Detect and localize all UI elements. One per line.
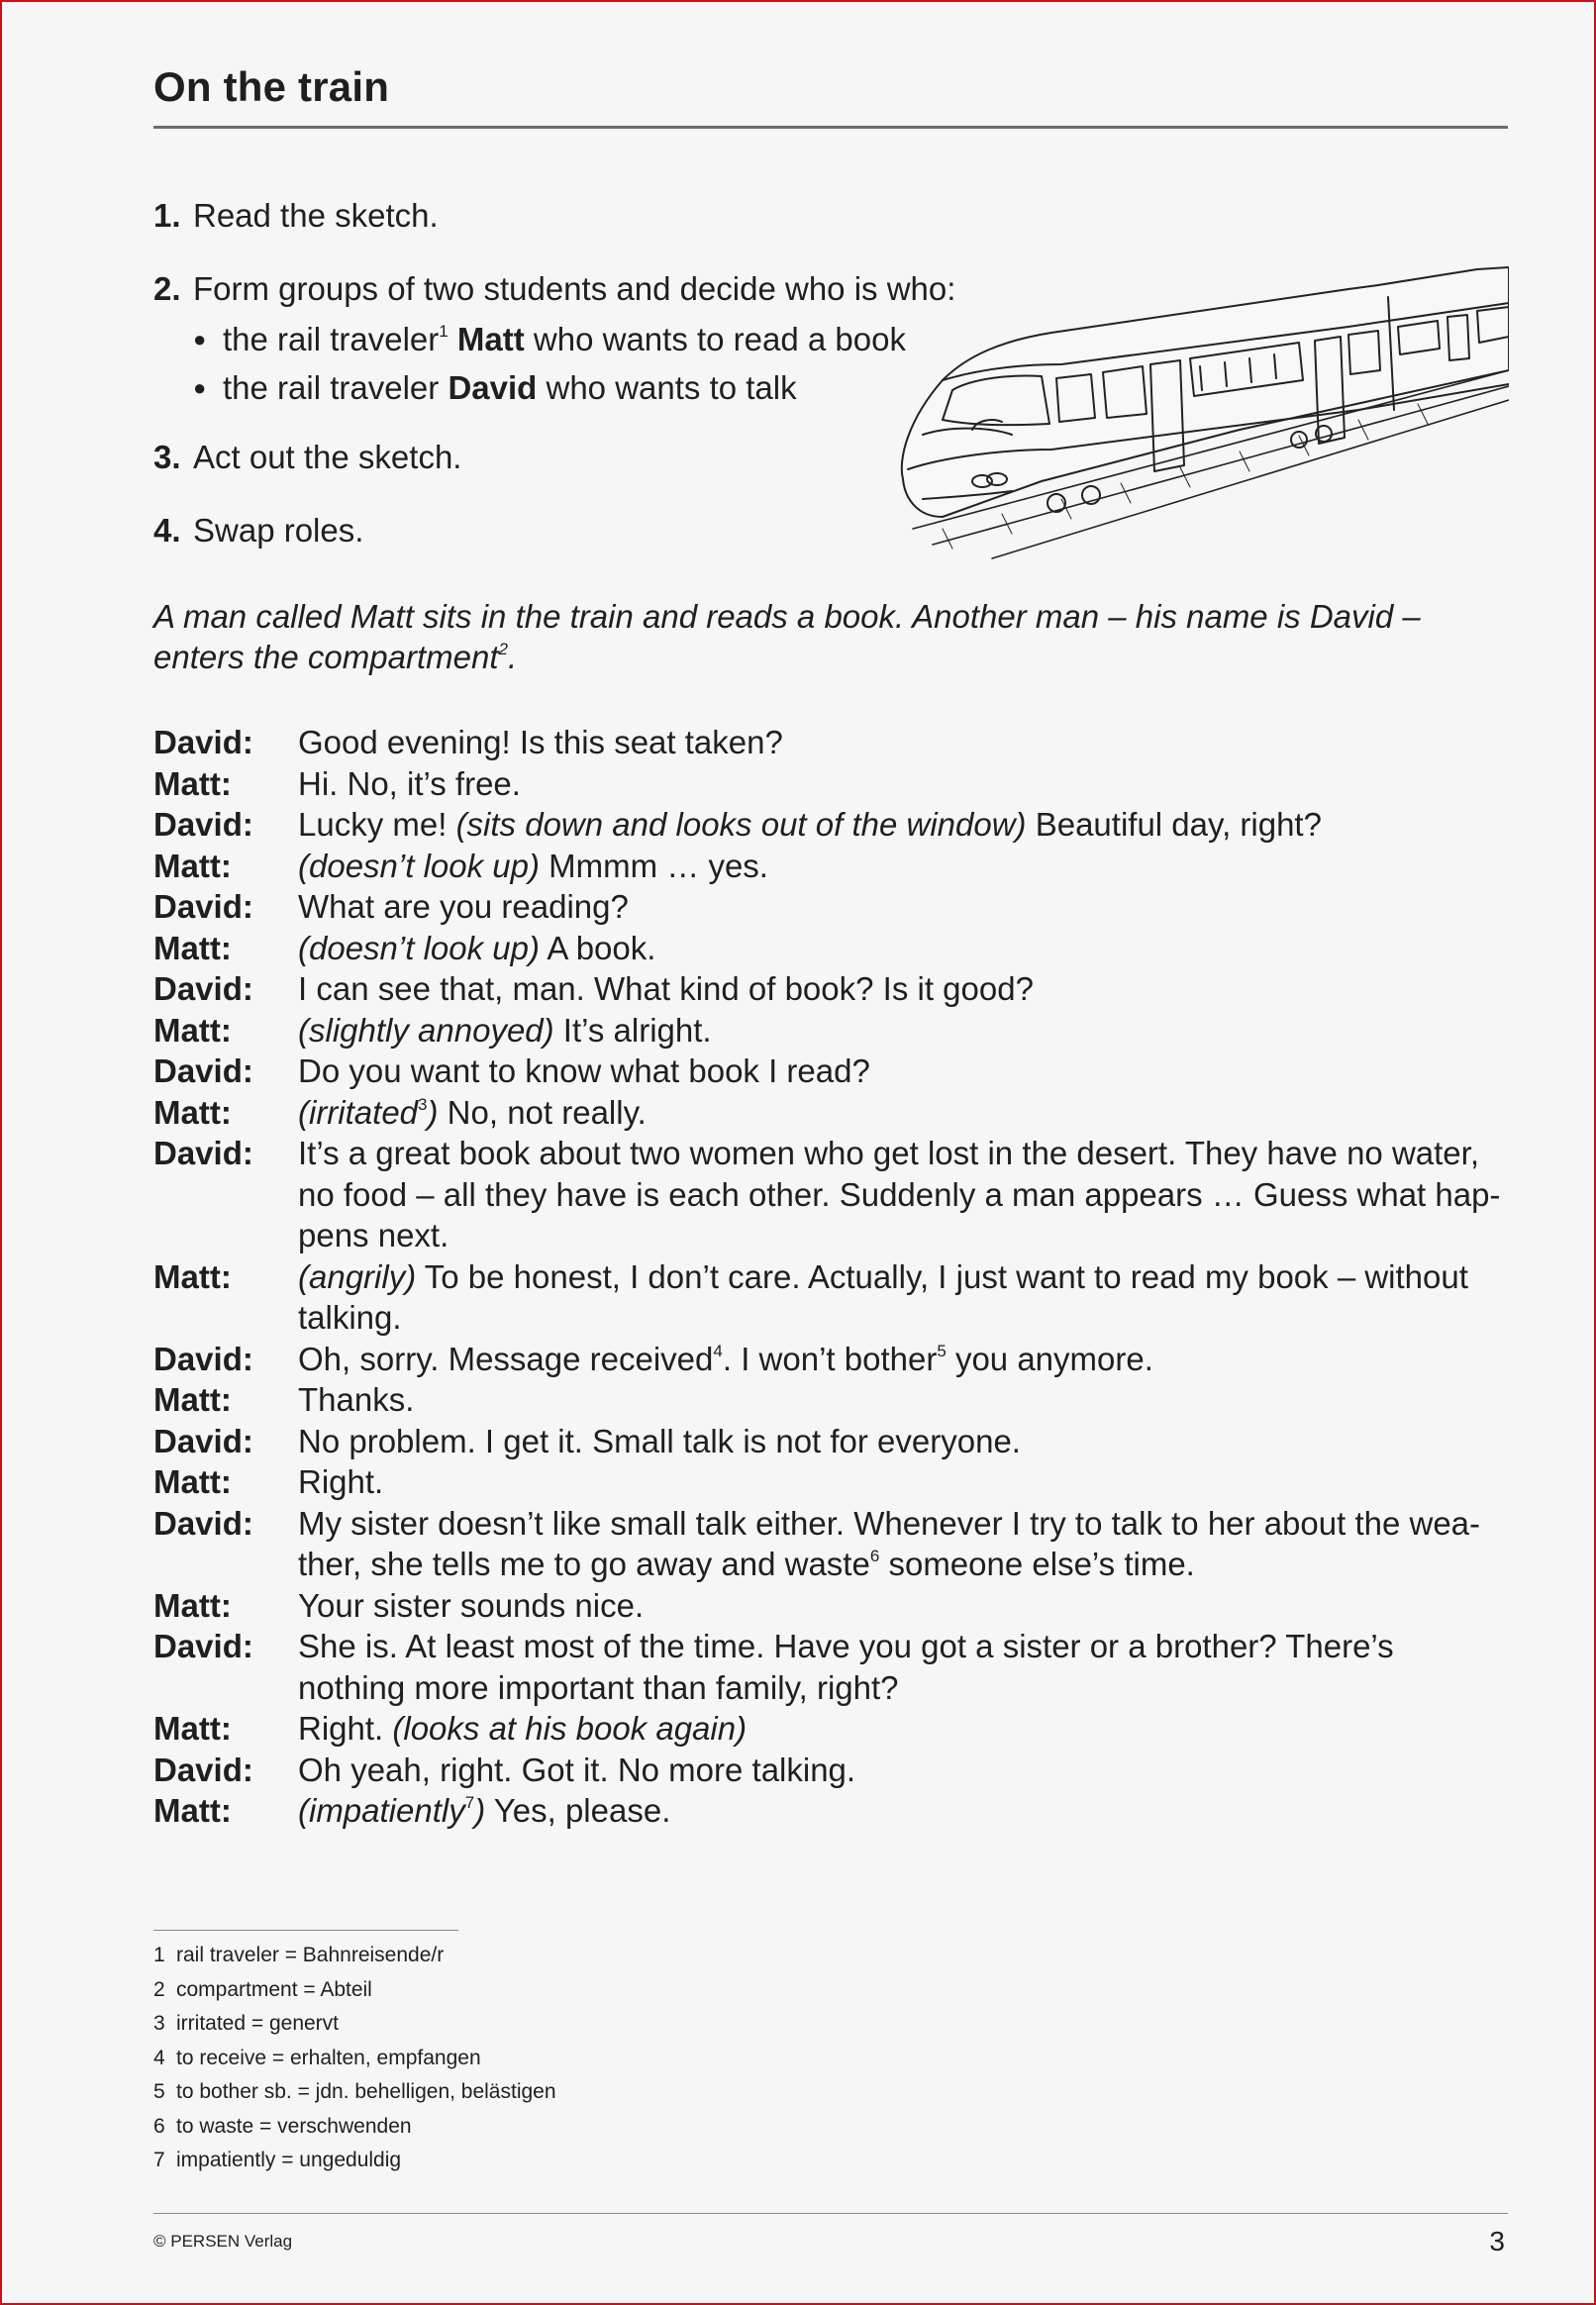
footnote-text: to bother sb. = jdn. behelligen, belästigen [176, 2080, 556, 2103]
footnote-number: 6 [153, 2114, 165, 2138]
footnote-number: 1 [153, 1944, 165, 1966]
footnote-ref: 1 [439, 322, 449, 341]
stage-direction: (irritated [298, 1093, 419, 1131]
role-text: who wants to read a book [533, 321, 906, 357]
task-text: Swap roles. [193, 512, 364, 549]
task-text: Read the sketch. [193, 197, 439, 234]
speech-part: Beautiful day, right? [1026, 806, 1322, 843]
bullet-icon: ● [193, 327, 207, 351]
dialogue [153, 722, 1510, 1832]
stage-direction: (slightly annoyed) [298, 1011, 554, 1049]
role-item [193, 363, 955, 412]
speech-text [298, 1256, 1510, 1339]
stage-direction: ) [474, 1792, 486, 1829]
speaker-name: Matt: [153, 1586, 232, 1624]
speech-part: Right. [298, 1463, 384, 1500]
footnote-text: to receive = erhalten, empfangen [176, 2046, 481, 2069]
footnote-ref: 3 [418, 1094, 428, 1114]
footnote-item [153, 1939, 556, 1973]
footnote-ref: 6 [869, 1547, 880, 1565]
footnote-number: 4 [153, 2046, 165, 2069]
speech-text [298, 1585, 1510, 1627]
footnote-number: 5 [153, 2080, 165, 2103]
speech-text [298, 763, 1510, 805]
footnote-text: compartment = Abteil [176, 1977, 372, 2001]
speech-part: I can see that, man. What kind of book? Is it good? [298, 970, 1034, 1007]
task-number: 2. [153, 270, 181, 307]
task-number: 4. [153, 512, 181, 549]
speech-part: It’s a great book about two women who get lost in the desert. They have no water, no food – all they have is each other. Suddenly a man appears … Guess what hap-pens next. [298, 1135, 1501, 1253]
speech-part: A book. [539, 929, 656, 966]
dialogue-line [153, 968, 1510, 1010]
role-list [153, 315, 955, 412]
task-item [153, 263, 955, 412]
stage-direction: (looks at his book again) [392, 1710, 748, 1747]
stage-direction: (sits down and looks out of the window) [455, 806, 1027, 843]
dialogue-line [153, 1708, 1510, 1750]
role-name: Matt [456, 321, 525, 357]
stage-direction: (doesn’t look up) [298, 847, 540, 884]
speech-text [298, 968, 1510, 1010]
dialogue-line [153, 1503, 1510, 1585]
scene-intro [153, 596, 1510, 677]
dialogue-line [153, 1379, 1510, 1421]
speech-text [298, 804, 1510, 846]
speech-text [298, 928, 1510, 969]
footnote-ref: 5 [937, 1341, 947, 1360]
footnote-item [153, 2075, 556, 2110]
speech-part: Mmmm … yes. [539, 847, 768, 884]
task-text: Form groups of two students and decide who is who: [193, 270, 956, 307]
speech-part: My sister doesn’t like small talk either. Whenever I try to talk to her about the wea-ther, she tells me to go away and waste [298, 1504, 1481, 1582]
speech-part: To be honest, I don’t care. Actually, I just want to read my book – without talking. [298, 1257, 1468, 1336]
speech-part: Right. [298, 1710, 393, 1747]
speech-part: Do you want to know what book I read? [298, 1052, 870, 1089]
speaker-name: David: [153, 724, 253, 760]
footnote-ref: 4 [713, 1341, 723, 1360]
speaker-name: David: [153, 970, 253, 1007]
page-number: 3 [1489, 2226, 1505, 2256]
train-illustration [883, 261, 1509, 568]
speaker-name: Matt: [153, 764, 232, 802]
speech-part: Oh yeah, right. Got it. No more talking. [298, 1751, 856, 1788]
stage-direction: (angrily) [298, 1257, 417, 1295]
speech-part: No problem. I get it. Small talk is not for everyone. [298, 1422, 1021, 1459]
speech-part: No, not really. [438, 1093, 647, 1131]
footnote-item [153, 2042, 556, 2076]
page-title: On the train [153, 63, 390, 110]
role-text: the rail traveler [223, 369, 440, 406]
speech-text [298, 1010, 1510, 1052]
speaker-name: David: [153, 888, 253, 925]
speech-part: It’s alright. [553, 1011, 712, 1049]
copyright: © PERSEN Verlag [153, 2232, 293, 2251]
dialogue-line [153, 1790, 1510, 1832]
stage-direction: (doesn’t look up) [298, 929, 540, 966]
dialogue-line [153, 1133, 1510, 1256]
speech-part: Lucky me! [298, 806, 456, 843]
speaker-name: Matt: [153, 1093, 232, 1131]
dialogue-line [153, 1421, 1510, 1462]
speech-text [298, 1421, 1510, 1462]
footnote-item [153, 1973, 556, 2008]
speech-text [298, 1503, 1510, 1585]
speech-text [298, 1626, 1510, 1708]
speaker-name: Matt: [153, 847, 232, 884]
footnote-ref: 2 [498, 640, 508, 658]
task-number: 1. [153, 197, 181, 234]
task-list [153, 190, 955, 578]
footnote-text: rail traveler = Bahnreisende/r [176, 1944, 445, 1966]
speech-part: Hi. No, it’s free. [298, 764, 521, 802]
footnote-ref: 7 [464, 1793, 475, 1812]
speaker-name: Matt: [153, 1011, 232, 1049]
footnote-text: to waste = verschwenden [176, 2114, 412, 2138]
footnote-divider [153, 1930, 458, 1931]
speaker-name: Matt: [153, 1257, 232, 1295]
speech-text [298, 722, 1510, 763]
stage-direction: ) [427, 1093, 439, 1131]
title-divider [153, 126, 1508, 129]
speaker-name: David: [153, 1422, 253, 1459]
speaker-name: Matt: [153, 1792, 232, 1829]
speech-text [298, 1750, 1510, 1791]
dialogue-line [153, 1461, 1510, 1503]
speaker-name: David: [153, 1052, 253, 1089]
task-number: 3. [153, 439, 181, 475]
task-item [153, 505, 955, 556]
speaker-name: David: [153, 1628, 253, 1664]
dialogue-line [153, 804, 1510, 846]
footnotes [153, 1939, 556, 2178]
speech-text [298, 1379, 1510, 1421]
dialogue-line [153, 1256, 1510, 1339]
speech-text [298, 1339, 1510, 1380]
role-item [193, 315, 955, 363]
speech-part: Thanks. [298, 1381, 415, 1418]
intro-text: A man called Matt sits in the train and reads a book. Another man – his name is David – enters the compartment [153, 598, 1421, 675]
role-name: David [448, 369, 538, 406]
dialogue-line [153, 886, 1510, 928]
speaker-name: David: [153, 1340, 253, 1377]
speech-text [298, 1461, 1510, 1503]
dialogue-line [153, 763, 1510, 805]
dialogue-line [153, 722, 1510, 763]
speech-text [298, 1708, 1510, 1750]
speaker-name: David: [153, 1751, 253, 1788]
speaker-name: Matt: [153, 1463, 232, 1500]
dialogue-line [153, 1339, 1510, 1380]
footnote-number: 3 [153, 2012, 165, 2035]
dialogue-line [153, 1585, 1510, 1627]
speech-text [298, 1790, 1510, 1832]
stage-direction: (impatiently [298, 1792, 465, 1829]
dialogue-line [153, 1750, 1510, 1791]
role-text: the rail traveler [223, 321, 440, 357]
task-item [153, 432, 955, 483]
speaker-name: David: [153, 806, 253, 843]
speech-part: What are you reading? [298, 888, 629, 925]
speaker-name: Matt: [153, 1710, 232, 1747]
task-item [153, 190, 955, 242]
dialogue-line [153, 1092, 1510, 1134]
dialogue-line [153, 846, 1510, 887]
speaker-name: David: [153, 1135, 253, 1171]
speech-part: Your sister sounds nice. [298, 1586, 645, 1624]
speech-part: . I won’t bother [722, 1340, 938, 1377]
speech-part: Good evening! Is this seat taken? [298, 724, 783, 760]
dialogue-line [153, 928, 1510, 969]
speech-part: Yes, please. [485, 1792, 671, 1829]
bullet-icon: ● [193, 375, 207, 400]
task-text: Act out the sketch. [193, 439, 462, 475]
footnote-item [153, 2007, 556, 2042]
intro-end: . [507, 639, 518, 675]
speech-text [298, 1051, 1510, 1092]
footnote-item [153, 2144, 556, 2178]
speaker-name: David: [153, 1504, 253, 1542]
footnote-item [153, 2110, 556, 2145]
speaker-name: Matt: [153, 929, 232, 966]
footer-divider [153, 2213, 1508, 2214]
speaker-name: Matt: [153, 1381, 232, 1418]
speech-part: She is. At least most of the time. Have you got a sister or a brother? There’s nothing more important than family, right? [298, 1628, 1394, 1706]
speech-part: someone else’s time. [879, 1546, 1195, 1582]
speech-text [298, 886, 1510, 928]
speech-text [298, 846, 1510, 887]
footnote-number: 2 [153, 1977, 165, 2001]
speech-part: Oh, sorry. Message received [298, 1340, 714, 1377]
dialogue-line [153, 1051, 1510, 1092]
dialogue-line [153, 1010, 1510, 1052]
dialogue-line [153, 1626, 1510, 1708]
speech-text [298, 1092, 1510, 1134]
footnote-text: impatiently = ungeduldig [176, 2149, 402, 2171]
footnote-number: 7 [153, 2149, 165, 2171]
speech-text [298, 1133, 1510, 1256]
footnote-text: irritated = genervt [176, 2012, 340, 2035]
speech-part: you anymore. [946, 1340, 1153, 1377]
role-text: who wants to talk [546, 369, 797, 406]
